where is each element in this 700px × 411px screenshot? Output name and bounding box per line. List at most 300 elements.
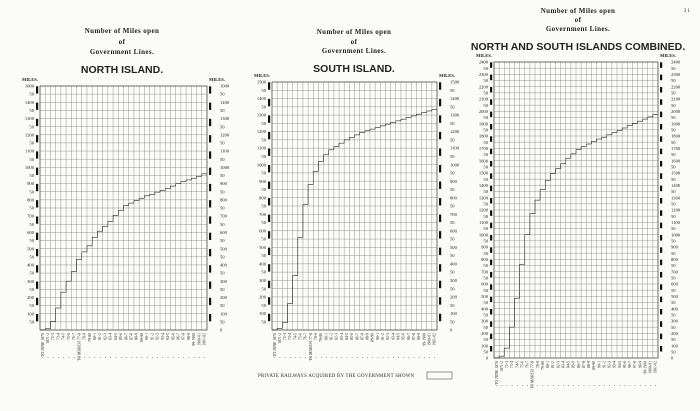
y-tick-label-left: 100 — [259, 311, 266, 317]
y-tick-label-right: 1100 — [450, 145, 460, 151]
y-tick-label-left: 50 — [29, 156, 34, 162]
legend-swatch — [427, 372, 452, 379]
y-tick-label-right: 50 — [450, 187, 455, 193]
x-tick-label: 80-1 — [92, 333, 97, 340]
y-tick-label-left: 1700 — [478, 145, 488, 151]
scale-bar-left — [490, 136, 492, 142]
y-tick-label-right: 1300 — [450, 112, 460, 118]
scale-bar-right — [439, 281, 441, 288]
scale-bar-left — [268, 231, 270, 238]
scale-bar-left — [490, 75, 492, 81]
x-tick-label: 81-2 — [551, 361, 556, 368]
scale-bar-left — [268, 82, 270, 89]
x-tick-label: 75-6 — [520, 361, 525, 368]
y-tick-label-left: 400 — [259, 261, 266, 267]
y-tick-label-right: 200 — [450, 294, 457, 300]
y-tick-label-right: 50 — [450, 302, 455, 308]
x-tick-label: 94-5 — [617, 361, 622, 368]
legend — [258, 372, 452, 379]
y-tick-label-left: 600 — [259, 228, 266, 234]
y-tick-label-right: 2000 — [671, 108, 681, 114]
scale-bar-right — [660, 272, 662, 278]
y-tick-label-right: 800 — [450, 195, 457, 201]
x-tick-label: 74-5 — [61, 333, 66, 340]
scale-bar-left — [490, 62, 492, 68]
y-tick-label-right: 1400 — [450, 96, 460, 102]
scale-bar-right — [439, 248, 441, 255]
y-tick-label-right: 1600 — [671, 158, 681, 164]
y-tick-label-right: 50 — [220, 286, 225, 292]
scale-bar-right — [209, 168, 211, 175]
y-tick-label-left: 50 — [483, 238, 488, 244]
scale-bar-left — [490, 186, 492, 192]
scale-bar-left — [36, 168, 38, 175]
y-axis-unit-right: MILES. — [439, 73, 455, 78]
y-tick-label-left: 1000 — [24, 83, 34, 89]
y-tick-label-left: 50 — [261, 137, 266, 143]
x-tick-label: 86-7 — [355, 333, 360, 340]
y-tick-label-left: 1800 — [478, 133, 488, 139]
scale-bar-left — [490, 284, 492, 290]
y-tick-label-left: 50 — [261, 220, 266, 226]
y-tick-label-left: 50 — [483, 250, 488, 256]
y-tick-label-left: 1300 — [24, 116, 34, 122]
x-tick-label: 79-80 — [87, 333, 92, 342]
y-tick-label-left: 50 — [483, 152, 488, 158]
y-tick-label-left: 50 — [29, 254, 34, 260]
y-tick-label-left: 50 — [29, 140, 34, 146]
y-tick-label-left: 500 — [481, 293, 488, 299]
x-tick-label: 83-4 — [339, 333, 344, 340]
scale-bar-left — [36, 151, 38, 158]
y-tick-label-left: 50 — [483, 102, 488, 108]
x-tick-label: 73-4 — [288, 333, 293, 340]
x-tick-label: 85-6 — [119, 333, 124, 340]
x-tick-label: 75-6 — [298, 333, 303, 340]
y-tick-label-right: 50 — [450, 236, 455, 242]
y-tick-label-left: 2100 — [478, 96, 488, 102]
y-tick-label-left: 1000 — [24, 164, 34, 170]
y-axis-unit-right: MILES. — [209, 77, 225, 82]
scale-bar-left — [268, 115, 270, 122]
y-tick-label-right: 1200 — [671, 207, 681, 213]
y-tick-label-left: 500 — [259, 244, 266, 250]
scale-bar-left — [268, 248, 270, 255]
y-tick-label-left: 1400 — [256, 96, 266, 102]
y-tick-label-left: 1400 — [478, 182, 488, 188]
scale-bar-right — [660, 210, 662, 216]
x-tick-label: 1900-01 — [197, 333, 202, 346]
scale-bar-left — [268, 215, 270, 222]
y-tick-label-left: 50 — [483, 78, 488, 84]
y-tick-label-right: 50 — [220, 108, 225, 113]
chart-subtitle-of: of — [350, 38, 358, 46]
y-tick-label-right: 50 — [220, 319, 225, 325]
y-tick-label-right: 300 — [220, 278, 227, 284]
x-tick-label: 76-7 — [72, 333, 77, 340]
y-tick-label-right: 50 — [671, 189, 676, 195]
x-tick-label: TO MARCH 77-8 — [530, 361, 535, 389]
y-tick-label-left: 700 — [259, 211, 266, 217]
scale-bar-right — [660, 87, 662, 93]
y-tick-label-left: 50 — [483, 287, 488, 293]
y-tick-label-right: 100 — [671, 343, 678, 349]
y-tick-label-left: 1600 — [478, 158, 488, 164]
y-tick-label-right: 1300 — [220, 116, 230, 122]
x-tick-label: 89-90 — [592, 361, 597, 370]
chart-subtitle-of: of — [118, 38, 126, 46]
x-tick-label: 85-6 — [350, 333, 355, 340]
scale-bar-left — [490, 124, 492, 130]
y-tick-label-left: 50 — [261, 154, 266, 159]
y-tick-label-right: 50 — [671, 300, 676, 306]
y-tick-label-right: 50 — [220, 221, 225, 227]
scale-bar-left — [490, 99, 492, 105]
y-tick-label-right: 50 — [671, 102, 676, 108]
y-tick-label-right: 300 — [671, 318, 678, 324]
y-tick-label-left: 100 — [27, 311, 34, 317]
y-tick-label-left: 200 — [27, 295, 34, 301]
y-tick-label-right: 50 — [450, 253, 455, 259]
scale-bar-right — [209, 233, 211, 240]
x-tick-label: 83-4 — [561, 361, 566, 368]
x-tick-label: TO JUNE 1870 — [40, 333, 45, 357]
y-tick-label-left: 200 — [481, 330, 488, 336]
scale-bar-left — [36, 103, 38, 110]
chart-subtitle-lines: Government Lines. — [321, 47, 387, 55]
x-tick-label: 87-8 — [581, 361, 586, 368]
x-tick-label: 85-6 — [571, 361, 576, 368]
scale-bar-right — [660, 149, 662, 155]
scale-bar-right — [209, 265, 211, 272]
y-tick-label-left: 50 — [29, 303, 34, 309]
y-tick-label-left: 50 — [483, 275, 488, 281]
scale-bar-left — [36, 200, 38, 207]
y-tick-label-left: 50 — [483, 65, 488, 71]
x-tick-label: 93-4 — [160, 333, 165, 340]
x-tick-label: 91-2 — [150, 333, 155, 340]
x-tick-label: 1901-02 — [202, 333, 207, 346]
y-tick-label-left: 1300 — [478, 195, 488, 201]
x-tick-label: 87-8 — [360, 333, 365, 340]
x-tick-label: 87-8 — [129, 333, 134, 340]
scale-bar-right — [439, 165, 441, 172]
chart-title: NORTH AND SOUTH ISLANDS COMBINED. — [470, 41, 686, 53]
x-tick-label: 84-5 — [113, 333, 118, 340]
x-tick-label: 72-3 — [505, 361, 510, 368]
y-tick-label-right: 50 — [220, 270, 225, 276]
y-tick-label-right: 50 — [671, 263, 676, 269]
x-tick-label: 92-3 — [607, 361, 612, 368]
scale-bar-right — [209, 151, 211, 158]
y-tick-label-left: 50 — [483, 300, 488, 306]
y-tick-label-right: 50 — [220, 189, 225, 195]
y-tick-label-right: 50 — [220, 173, 225, 179]
y-tick-label-left: 1400 — [24, 99, 34, 105]
y-tick-label-left: 50 — [261, 104, 266, 110]
y-tick-label-right: 1100 — [220, 148, 230, 154]
scale-bar-right — [660, 321, 662, 327]
x-tick-label: 75-6 — [66, 333, 71, 340]
scale-bar-right — [660, 247, 662, 253]
x-tick-label: 98-9 — [417, 333, 422, 340]
y-tick-label-right: 50 — [671, 164, 676, 170]
legend-text: PRIVATE RAILWAYS ACQUIRED BY THE GOVERNMENT SHOWN — [258, 374, 415, 379]
y-tick-label-left: 200 — [259, 294, 266, 300]
scale-bar-right — [660, 223, 662, 229]
y-tick-label-right: 50 — [220, 205, 225, 211]
y-tick-label-left: 600 — [481, 281, 488, 287]
y-tick-label-right: 900 — [220, 181, 227, 187]
y-tick-label-right: 0 — [671, 355, 674, 361]
scale-bar-left — [36, 184, 38, 191]
x-tick-label: 94-5 — [166, 333, 171, 340]
y-tick-label-right: 50 — [450, 269, 455, 275]
scale-bar-right — [209, 103, 211, 110]
y-tick-label-right: 50 — [671, 226, 676, 232]
y-tick-label-right: 50 — [671, 213, 676, 219]
x-tick-label: 81-2 — [329, 333, 334, 340]
scale-bar-left — [268, 297, 270, 304]
y-tick-label-right: 400 — [450, 261, 457, 267]
x-tick-label: 86-7 — [576, 361, 581, 368]
y-tick-label-left: 300 — [259, 278, 266, 283]
scale-bar-left — [490, 198, 492, 204]
x-tick-label: 91-2 — [381, 333, 386, 340]
x-tick-label: 95-6 — [622, 361, 627, 368]
y-tick-label-right: 600 — [671, 281, 678, 287]
y-tick-label-right: 1200 — [220, 132, 230, 138]
x-tick-label: 82-3 — [103, 333, 108, 340]
chart-subtitle: Number of Miles open — [540, 7, 616, 15]
y-tick-label-left: 50 — [29, 173, 34, 179]
x-tick-label: 84-5 — [566, 361, 571, 368]
scale-bar-left — [268, 132, 270, 139]
y-tick-label-left: 2400 — [478, 59, 488, 65]
x-tick-label: 1900-01 — [648, 361, 653, 374]
y-tick-label-right: 1900 — [671, 121, 681, 127]
y-tick-label-left: 50 — [483, 201, 488, 207]
x-tick-label: 99-1900 — [643, 361, 648, 374]
y-tick-label-right: 1400 — [671, 182, 681, 188]
x-tick-label: 76-7 — [525, 361, 530, 368]
y-tick-label-right: 1100 — [671, 219, 681, 225]
y-tick-label-right: 50 — [671, 127, 676, 133]
y-tick-label-right: 200 — [220, 295, 227, 301]
scale-bar-right — [439, 297, 441, 304]
x-tick-label: 81-2 — [98, 333, 103, 340]
scale-bar-right — [660, 297, 662, 303]
y-tick-label-left: 1300 — [256, 112, 266, 118]
scale-bar-right — [660, 186, 662, 192]
scale-bar-right — [439, 99, 441, 106]
scale-bar-left — [36, 314, 38, 321]
y-tick-label-left: 1500 — [256, 79, 266, 85]
y-tick-label-left: 50 — [261, 269, 266, 275]
x-tick-label: 98-9 — [638, 361, 643, 368]
y-tick-label-left: 50 — [483, 127, 488, 133]
x-tick-label: 96-7 — [176, 333, 181, 340]
y-tick-label-right: 50 — [671, 139, 676, 145]
chart-title: SOUTH ISLAND. — [313, 63, 395, 75]
y-tick-label-right: 900 — [671, 244, 678, 250]
x-tick-label: 78-9 — [314, 333, 319, 340]
scale-bar-left — [490, 297, 492, 303]
y-tick-label-left: 50 — [483, 226, 488, 232]
x-tick-label: 88-9 — [365, 333, 370, 340]
x-tick-label: 1871-2 — [499, 361, 504, 372]
y-tick-label-right: 50 — [671, 238, 676, 244]
scale-bar-right — [209, 119, 211, 126]
x-tick-label: 88-9 — [134, 333, 139, 340]
scale-bar-left — [36, 298, 38, 305]
y-tick-label-left: 50 — [483, 164, 488, 170]
scale-bar-right — [660, 173, 662, 179]
y-tick-label-right: 500 — [220, 246, 227, 252]
scale-bar-right — [660, 124, 662, 130]
y-tick-label-left: 1500 — [478, 170, 488, 176]
y-tick-label-left: 600 — [27, 230, 34, 235]
y-tick-label-right: 50 — [450, 154, 455, 159]
scale-bar-left — [490, 87, 492, 93]
y-tick-label-right: 800 — [671, 256, 678, 262]
y-tick-label-right: 2200 — [671, 84, 681, 90]
y-tick-label-left: 50 — [261, 170, 266, 176]
scale-bar-right — [209, 184, 211, 191]
y-tick-label-left: 50 — [483, 213, 488, 219]
scale-bar-left — [490, 334, 492, 340]
x-tick-label: 1901-02 — [653, 361, 658, 374]
scale-bar-left — [36, 86, 38, 93]
scale-bar-right — [209, 200, 211, 207]
x-tick-label: TO JUNE 1870 — [272, 333, 277, 357]
x-tick-label: 1900-01 — [427, 333, 432, 346]
x-tick-label: 92-3 — [155, 333, 160, 340]
y-tick-label-right: 50 — [671, 201, 676, 207]
y-axis-unit-right: MILES. — [660, 53, 676, 58]
scale-bar-right — [439, 115, 441, 122]
y-tick-label-left: 50 — [483, 349, 488, 355]
y-tick-label-right: 50 — [450, 104, 455, 110]
y-tick-label-left: 700 — [481, 269, 488, 275]
chart-subtitle-of: of — [574, 16, 582, 24]
scale-bar-left — [490, 260, 492, 266]
y-tick-label-right: 50 — [671, 324, 676, 330]
y-tick-label-left: 50 — [29, 124, 34, 130]
y-tick-label-left: 300 — [27, 278, 34, 284]
y-tick-label-right: 50 — [450, 170, 455, 176]
y-tick-label-left: 400 — [481, 306, 488, 312]
x-tick-label: 97-8 — [411, 333, 416, 340]
x-tick-label: 80-1 — [546, 361, 551, 368]
chart-2 — [254, 28, 460, 361]
y-tick-label-right: 1200 — [450, 129, 460, 135]
page-number: 3 1 — [683, 9, 690, 14]
scale-bar-left — [268, 198, 270, 205]
scale-bar-left — [490, 272, 492, 278]
y-tick-label-left: 50 — [483, 139, 488, 145]
x-tick-label: TO JUNE 1870 — [494, 361, 499, 385]
scale-bar-left — [268, 148, 270, 155]
scale-bar-right — [660, 62, 662, 68]
y-tick-label-left: 50 — [29, 319, 34, 325]
y-tick-label-left: 100 — [481, 343, 488, 349]
x-tick-label: 73-4 — [510, 361, 515, 368]
y-tick-label-left: 700 — [27, 213, 34, 219]
y-tick-label-right: 50 — [671, 275, 676, 281]
chart-subtitle-lines: Government Lines. — [545, 25, 611, 33]
y-tick-label-left: 50 — [483, 90, 488, 96]
scale-bar-left — [36, 265, 38, 272]
x-tick-label: 76-7 — [303, 333, 308, 340]
y-tick-label-right: 50 — [671, 349, 676, 355]
scale-bar-right — [209, 249, 211, 256]
scale-bar-right — [660, 235, 662, 241]
y-tick-label-right: 300 — [450, 278, 457, 283]
y-tick-label-left: 50 — [29, 205, 34, 211]
y-tick-label-right: 50 — [220, 156, 225, 162]
y-tick-label-left: 800 — [481, 256, 488, 262]
y-tick-label-right: 50 — [220, 140, 225, 146]
x-tick-label: 94-5 — [396, 333, 401, 340]
scale-bar-left — [36, 249, 38, 256]
x-tick-label: TO MARCH 77-8 — [77, 333, 82, 361]
scale-bar-right — [660, 112, 662, 118]
x-tick-label: 79-80 — [319, 333, 324, 342]
scale-bar-left — [490, 247, 492, 253]
y-tick-label-left: 1200 — [478, 207, 488, 213]
y-tick-label-left: 50 — [29, 270, 34, 276]
scale-bar-right — [209, 216, 211, 223]
y-tick-label-right: 50 — [450, 87, 455, 93]
chart-1 — [22, 27, 230, 361]
y-tick-label-right: 1700 — [671, 145, 681, 151]
x-tick-label: 84-5 — [344, 333, 349, 340]
x-tick-label: 96-7 — [628, 361, 633, 368]
y-tick-label-right: 0 — [220, 327, 223, 333]
y-tick-label-right: 1000 — [220, 83, 230, 89]
scale-bar-left — [490, 223, 492, 229]
y-tick-label-right: 600 — [450, 228, 457, 234]
scale-bar-right — [439, 148, 441, 155]
y-tick-label-right: 100 — [450, 311, 457, 317]
scale-bar-right — [439, 182, 441, 189]
x-tick-label: 82-3 — [556, 361, 561, 368]
y-tick-label-left: 50 — [483, 324, 488, 330]
y-tick-label-left: 900 — [27, 181, 34, 187]
y-tick-label-left: 1200 — [256, 129, 266, 135]
y-tick-label-left: 2200 — [478, 84, 488, 90]
scale-bar-right — [660, 260, 662, 266]
scale-bar-left — [268, 314, 270, 321]
x-tick-label: 99-1900 — [422, 333, 427, 346]
x-tick-label: 80-1 — [324, 333, 329, 340]
y-tick-label-right: 50 — [671, 152, 676, 158]
y-tick-label-left: 0 — [485, 355, 488, 361]
y-tick-label-left: 1100 — [478, 219, 488, 225]
y-tick-label-right: 2100 — [671, 96, 681, 102]
scale-bar-left — [268, 99, 270, 106]
y-tick-label-right: 1400 — [220, 99, 230, 105]
scale-bar-right — [660, 136, 662, 142]
y-tick-label-right: 700 — [450, 211, 457, 217]
scale-bar-left — [490, 235, 492, 241]
y-tick-label-left: 1100 — [256, 145, 266, 151]
y-tick-label-right: 50 — [671, 115, 676, 121]
x-tick-label: 93-4 — [391, 333, 396, 340]
y-tick-label-left: 900 — [259, 178, 266, 184]
y-tick-label-left: 50 — [261, 203, 266, 209]
